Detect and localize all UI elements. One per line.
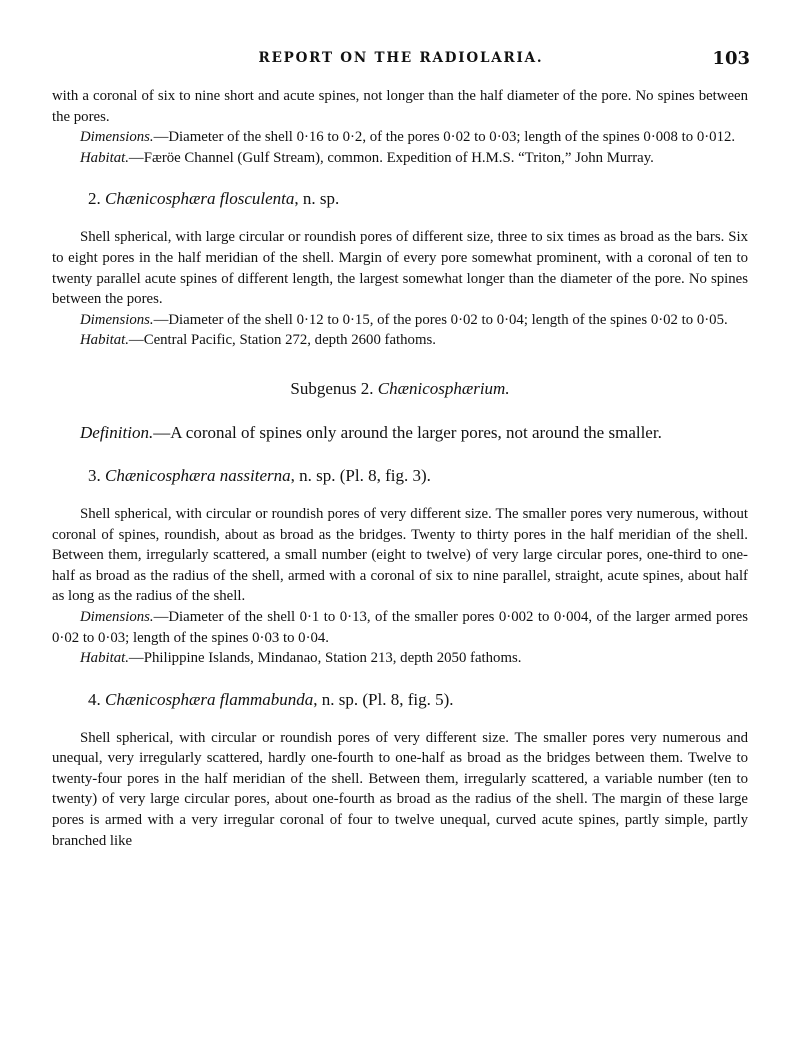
dimensions-text: —Diameter of the shell 0·1 to 0·13, of the smaller pores 0·002 to 0·004, of the larger armed pores 0·02 to 0·03; length of the spines 0·03 to 0·04. [52,608,748,646]
subgenus-prefix: Subgenus 2. [290,378,378,398]
habitat-text: —Philippine Islands, Mindanao, Station 213, depth 2050 fathoms. [128,650,522,667]
species-description-2: Shell spherical, with large circular or roundish pores of different size, three to six times as broad as the bars. Six to eight pores in the half meridian of the shell. Margin of every pore somewhat prominent, with a coronal of ten to twenty parallel acute spines of different length, the largest somewhat longer than the diameter of the pore. No spines between the pores. [52,229,748,308]
habitat-label: Habitat. [80,149,129,166]
page-number: 103 [712,48,750,69]
definition-text: —A coronal of spines only around the larger pores, not around the smaller. [153,422,662,442]
species-name: Chænicosphæra nassiterna [105,465,291,485]
intro-dimensions [52,127,748,148]
habitat-label: Habitat. [80,650,129,667]
species-number: 3. [88,465,101,485]
species-habitat-3 [52,648,748,669]
intro-paragraph: with a coronal of six to nine short and acute spines, not longer than the half diameter of the pore. No spines between the pores. [52,88,748,125]
subgenus-heading [52,378,748,400]
species-heading-3 [52,465,748,487]
habitat-text: —Central Pacific, Station 272, depth 2600 fathoms. [128,332,436,349]
species-name: Chænicosphæra flammabunda [105,689,314,709]
species-suffix: , n. sp. (Pl. 8, fig. 5). [313,689,454,709]
species-description-4: Shell spherical, with circular or roundish pores of very different size. The smaller pores very numerous and unequal, very irregularly scattered, hardly one-fourth to one-half as broad as the bridges between them. Twelve to twenty-four pores in the half meridian of the shell. Between them, irregularly scattered, a variable number (ten to twenty) of very large circular pores, about one-fourth as broad as the radius of the shell. The margin of these large pores is armed with a very irregular coronal of four to twelve unequal, curved acute spines, partly simple, partly branched like [52,729,748,849]
habitat-text: —Færöe Channel (Gulf Stream), common. Expedition of H.M.S. “Triton,” John Murray. [128,149,654,166]
dimensions-label: Dimensions. [80,129,154,146]
running-title: REPORT ON THE RADIOLARIA. [258,50,544,66]
species-dimensions-2 [52,310,748,331]
species-heading-2 [52,188,748,210]
species-heading-4 [52,689,748,711]
species-suffix: , n. sp. (Pl. 8, fig. 3). [290,465,431,485]
definition-label: Definition. [80,422,154,442]
running-head [52,50,750,74]
species-name: Chænicosphæra flosculenta [105,189,295,209]
species-habitat-2 [52,330,748,351]
species-description-3: Shell spherical, with circular or roundish pores of very different size. The smaller pores very numerous, without coronal of spines, roundish, about as broad as the bridges. Twenty to thirty pores in the half meridian of the shell. Between them, irregularly scattered, a small number (eight to twelve) of very large circular pores, one-third to one-half as broad as the radius of the shell, armed with a coronal of six to nine parallel, straight, acute spines, about half as long as the radius of the shell. [52,505,748,605]
dimensions-text: —Diameter of the shell 0·12 to 0·15, of the pores 0·02 to 0·04; length of the spines 0·02 to 0·05. [153,311,728,328]
subgenus-definition [52,421,748,445]
page-body [52,86,748,851]
dimensions-text: —Diameter of the shell 0·16 to 0·2, of the pores 0·02 to 0·03; length of the spines 0·008 to 0·012. [153,129,736,146]
dimensions-label: Dimensions. [80,608,154,625]
species-dimensions-3 [52,607,748,648]
species-number: 2. [88,189,101,209]
habitat-label: Habitat. [80,332,129,349]
species-suffix: , n. sp. [294,189,340,209]
dimensions-label: Dimensions. [80,311,154,328]
species-number: 4. [88,689,101,709]
intro-habitat [52,148,748,169]
subgenus-name: Chænicosphærium. [377,378,510,398]
